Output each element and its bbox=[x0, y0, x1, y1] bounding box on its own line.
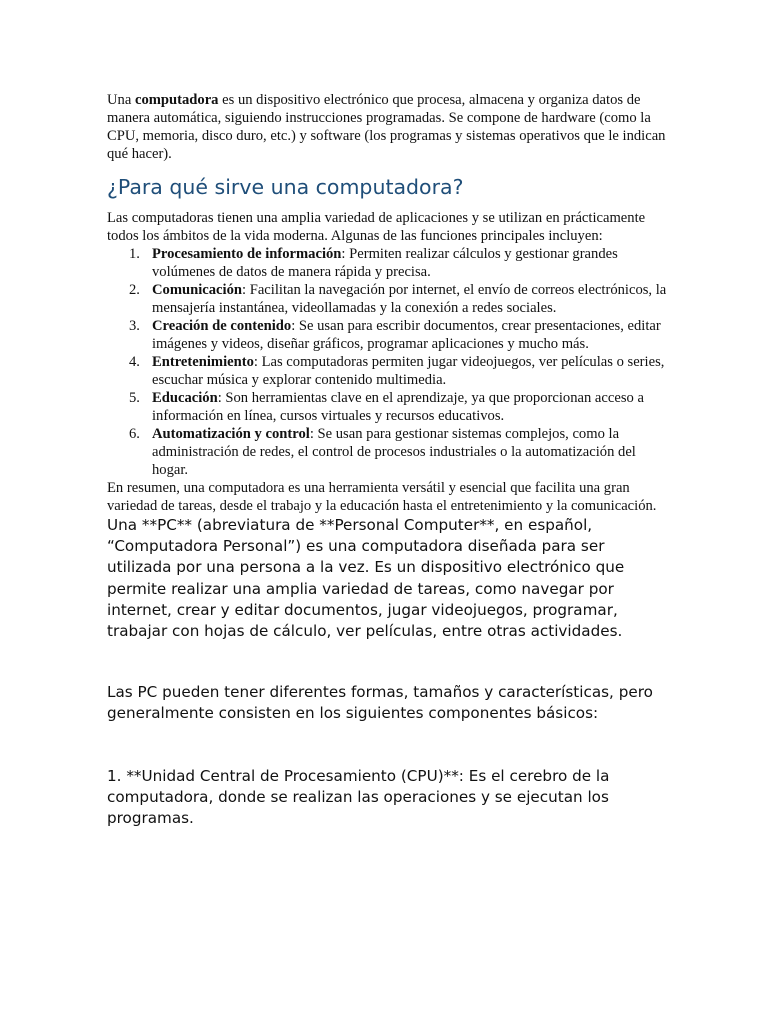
list-number: 4. bbox=[129, 354, 140, 370]
section-heading: ¿Para qué sirve una computadora? bbox=[107, 175, 464, 199]
intro-text-end: es un dispositivo electrónico que procesa, almacena y organiza datos de manera automática, siguiendo instrucciones programadas. Se compone de hardware (como la CPU, memoria, disco duro, etc.) y software (los programas y sistemas operativos que le indican qué hacer). bbox=[107, 92, 666, 162]
paragraph-spacer bbox=[107, 725, 667, 766]
component-1-paragraph: 1. **Unidad Central de Procesamiento (CPU)**: Es el cerebro de la computadora, donde se realizan las operaciones y se ejecutan los programas. bbox=[107, 766, 610, 828]
pc-paragraph: Una **PC** (abreviatura de **Personal Computer**, en español, “Computadora Personal”) es una computadora diseñada para ser utilizada por una persona a la vez. Es un dispositivo electrónico que permite realizar una amplia variedad de tareas, como navegar por internet, crear y editar documentos, jugar videojuegos, programar, trabajar con hojas de cálculo, ver películas, entre otras actividades. bbox=[107, 516, 625, 641]
list-item-title: Educación bbox=[152, 390, 218, 406]
list-item bbox=[107, 245, 667, 281]
list-item-title: Procesamiento de información bbox=[152, 246, 342, 262]
list-number: 5. bbox=[129, 390, 140, 406]
list-number: 1. bbox=[129, 246, 140, 262]
list-number: 6. bbox=[129, 426, 140, 442]
document-page bbox=[107, 91, 667, 829]
intro-bold-term: computadora bbox=[134, 92, 219, 108]
list-item bbox=[107, 425, 667, 479]
list-item-title: Entretenimiento bbox=[152, 354, 254, 370]
list-item-text: : Se usan para gestionar sistemas complejos, como la administración de redes, el control de procesos industriales o la automatización del hogar. bbox=[152, 426, 636, 478]
list-number: 2. bbox=[129, 282, 140, 298]
list-number: 3. bbox=[129, 318, 140, 334]
list-item bbox=[107, 353, 667, 389]
list-item-text: : Permiten realizar cálculos y gestionar grandes volúmenes de datos de manera rápida y precisa. bbox=[152, 246, 618, 280]
intro-text-start: Una bbox=[107, 92, 135, 108]
list-item-text: : Las computadoras permiten jugar videojuegos, ver películas o series, escuchar música y explorar contenido multimedia. bbox=[152, 354, 665, 388]
list-item-title: Comunicación bbox=[152, 282, 242, 298]
uses-intro-paragraph: Las computadoras tienen una amplia variedad de aplicaciones y se utilizan en prácticamente todos los ámbitos de la vida moderna. Algunas de las funciones principales incluyen: bbox=[107, 210, 646, 244]
paragraph-spacer bbox=[107, 642, 667, 682]
list-item bbox=[107, 317, 667, 353]
list-item-text: : Se usan para escribir documentos, crear presentaciones, editar imágenes y videos, diseñar gráficos, programar aplicaciones y mucho más. bbox=[152, 318, 661, 352]
list-item-text: : Facilitan la navegación por internet, el envío de correos electrónicos, la mensajería instantánea, videollamadas y la conexión a redes sociales. bbox=[152, 282, 667, 316]
list-item-text: : Son herramientas clave en el aprendizaje, ya que proporcionan acceso a información en línea, cursos virtuales y recursos educativos. bbox=[152, 390, 644, 424]
intro-paragraph bbox=[107, 91, 667, 163]
list-item-title: Automatización y control bbox=[152, 426, 310, 442]
list-item bbox=[107, 389, 667, 425]
list-item bbox=[107, 281, 667, 317]
list-item-title: Creación de contenido bbox=[152, 318, 292, 334]
summary-paragraph: En resumen, una computadora es una herramienta versátil y esencial que facilita una gran variedad de tareas, desde el trabajo y la educación hasta el entretenimiento y la comunicación. bbox=[107, 480, 657, 514]
uses-list bbox=[107, 245, 667, 479]
pc-forms-paragraph: Las PC pueden tener diferentes formas, tamaños y características, pero generalmente consisten en los siguientes componentes básicos: bbox=[107, 683, 653, 723]
